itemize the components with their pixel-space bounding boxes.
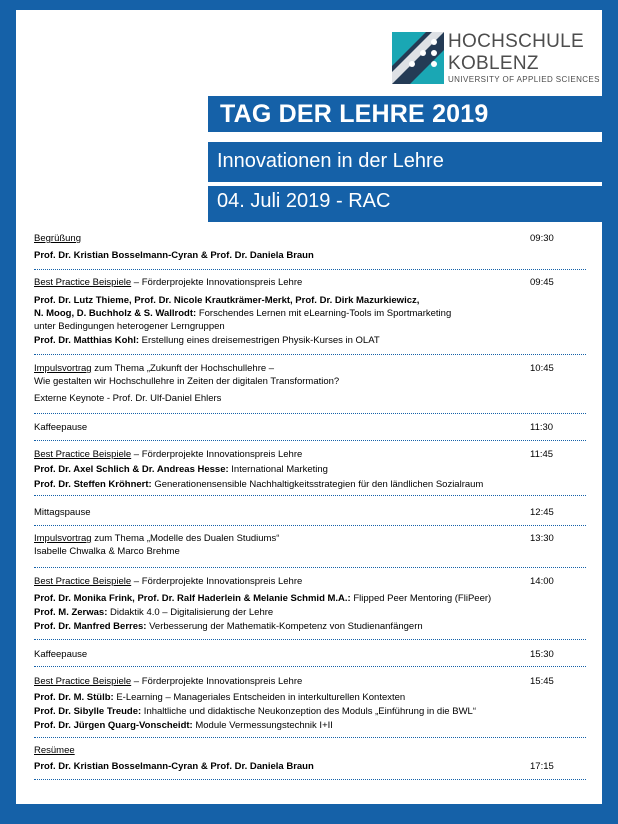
divider (34, 737, 586, 738)
agenda-topic: Module Vermessungstechnik I+II (192, 720, 333, 731)
agenda-presenters: Externe Keynote - Prof. Dr. Ulf-Daniel Ehlers (34, 393, 222, 404)
logo-text-line2: KOBLENZ (448, 53, 539, 74)
agenda-item-time: 12:45 (530, 507, 554, 518)
agenda-presenters: Prof. Dr. Steffen Kröhnert: (34, 479, 152, 490)
agenda-topic: Inhaltliche und didaktische Neukonzeption des Moduls „Einführung in die BWL“ (141, 706, 476, 717)
agenda-item-title: Best Practice Beispiele (34, 277, 132, 288)
agenda-presenters: Prof. M. Zerwas: (34, 607, 108, 618)
agenda-presenters: Prof. Dr. Manfred Berres: (34, 621, 147, 632)
agenda-item-subtitle: zum Thema „Zukunft der Hochschullehre – (91, 363, 275, 374)
agenda-item-title: Impulsvortrag (34, 533, 92, 544)
agenda-topic: International Marketing (228, 464, 328, 475)
agenda-item-time: 15:30 (530, 649, 554, 660)
event-title-banner (208, 96, 602, 132)
divider (34, 639, 586, 640)
agenda-item-title: Impulsvortrag (34, 363, 92, 374)
event-title: TAG DER LEHRE 2019 (220, 100, 489, 128)
agenda-presenters: Prof. Dr. Jürgen Quarg-Vonscheidt: (34, 720, 193, 731)
divider (34, 413, 586, 414)
agenda-item-title: Resümee (34, 745, 75, 756)
divider (34, 440, 586, 441)
logo-text-line1: HOCHSCHULE (448, 31, 585, 52)
agenda-item-title: Best Practice Beispiele (34, 676, 132, 687)
agenda-presenters: N. Moog, D. Buchholz & S. Wallrodt: (34, 308, 197, 319)
agenda-item-subtitle: – Förderprojekte Innovationspreis Lehre (131, 576, 303, 587)
divider (34, 495, 586, 496)
logo-text-line3: UNIVERSITY OF APPLIED SCIENCES (448, 75, 600, 84)
agenda-presenters: Prof. Dr. Monika Frink, Prof. Dr. Ralf Haderlein & Melanie Schmid M.A.: (34, 593, 351, 604)
agenda-item-time: 14:00 (530, 576, 554, 587)
logo-mark-icon (392, 32, 444, 84)
agenda-presenters: Prof. Dr. Lutz Thieme, Prof. Dr. Nicole Krautkrämer-Merkt, Prof. Dr. Dirk Mazurkiewicz, (34, 295, 420, 306)
agenda-presenters: Prof. Dr. Sibylle Treude: (34, 706, 142, 717)
agenda-topic: Forschendes Lernen mit eLearning-Tools im Sportmarketing (196, 308, 452, 319)
agenda-topic: E-Learning – Manageriales Entscheiden in interkulturellen Kontexten (113, 692, 406, 703)
agenda-item-time: 10:45 (530, 363, 554, 374)
event-subtitle: Innovationen in der Lehre (217, 150, 444, 172)
agenda-presenters: Isabelle Chwalka & Marco Brehme (34, 546, 180, 557)
agenda-speakers: Prof. Dr. Kristian Bosselmann-Cyran & Prof. Dr. Daniela Braun (34, 761, 314, 772)
agenda-topic: Flipped Peer Mentoring (FliPeer) (350, 593, 492, 604)
event-subtitle-banner (208, 142, 602, 182)
agenda-topic: Didaktik 4.0 – Digitalisierung der Lehre (107, 607, 274, 618)
agenda-presenters: Prof. Dr. Axel Schlich & Dr. Andreas Hesse: (34, 464, 229, 475)
agenda-item-title: Begrüßung (34, 233, 82, 244)
agenda-presenters: Prof. Dr. M. Stülb: (34, 692, 114, 703)
divider (34, 567, 586, 568)
agenda-item-subtitle: – Förderprojekte Innovationspreis Lehre (131, 449, 303, 460)
agenda-item-time: 15:45 (530, 676, 554, 687)
agenda-item-time: 09:45 (530, 277, 554, 288)
agenda-topic: Erstellung eines dreisemestrigen Physik-Kurses in OLAT (139, 335, 380, 346)
agenda-topic: Generationensensible Nachhaltigkeitsstrategien für den ländlichen Sozialraum (151, 479, 484, 490)
agenda-item-title: Best Practice Beispiele (34, 576, 132, 587)
divider (34, 354, 586, 355)
agenda-item-time: 11:30 (530, 422, 554, 433)
agenda-item-subtitle: – Förderprojekte Innovationspreis Lehre (131, 676, 303, 687)
divider (34, 666, 586, 667)
agenda-item-title: Kaffeepause (34, 649, 88, 660)
agenda-item-time: 13:30 (530, 533, 554, 544)
agenda-item-subtitle: – Förderprojekte Innovationspreis Lehre (131, 277, 303, 288)
divider (34, 269, 586, 270)
agenda-topic: Wie gestalten wir Hochschullehre in Zeiten der digitalen Transformation? (34, 376, 340, 387)
agenda-item-time: 09:30 (530, 233, 554, 244)
agenda-presenters: Prof. Dr. Matthias Kohl: (34, 335, 140, 346)
agenda-item-subtitle: zum Thema „Modelle des Dualen Studiums“ (91, 533, 280, 544)
divider (34, 779, 586, 780)
event-date: 04. Juli 2019 - RAC (217, 190, 391, 212)
agenda-item-title: Mittagspause (34, 507, 91, 518)
divider (34, 525, 586, 526)
agenda-item-time: 17:15 (530, 761, 554, 772)
agenda-speakers: Prof. Dr. Kristian Bosselmann-Cyran & Prof. Dr. Daniela Braun (34, 250, 314, 261)
university-logo (392, 32, 600, 84)
agenda-item-title: Best Practice Beispiele (34, 449, 132, 460)
event-date-banner (208, 186, 602, 222)
agenda-topic: unter Bedingungen heterogener Lerngruppen (34, 321, 225, 332)
agenda-item-time: 11:45 (530, 449, 554, 460)
agenda-topic: Verbesserung der Mathematik-Kompetenz von Studienanfängern (146, 621, 423, 632)
agenda-item-title: Kaffeepause (34, 422, 88, 433)
